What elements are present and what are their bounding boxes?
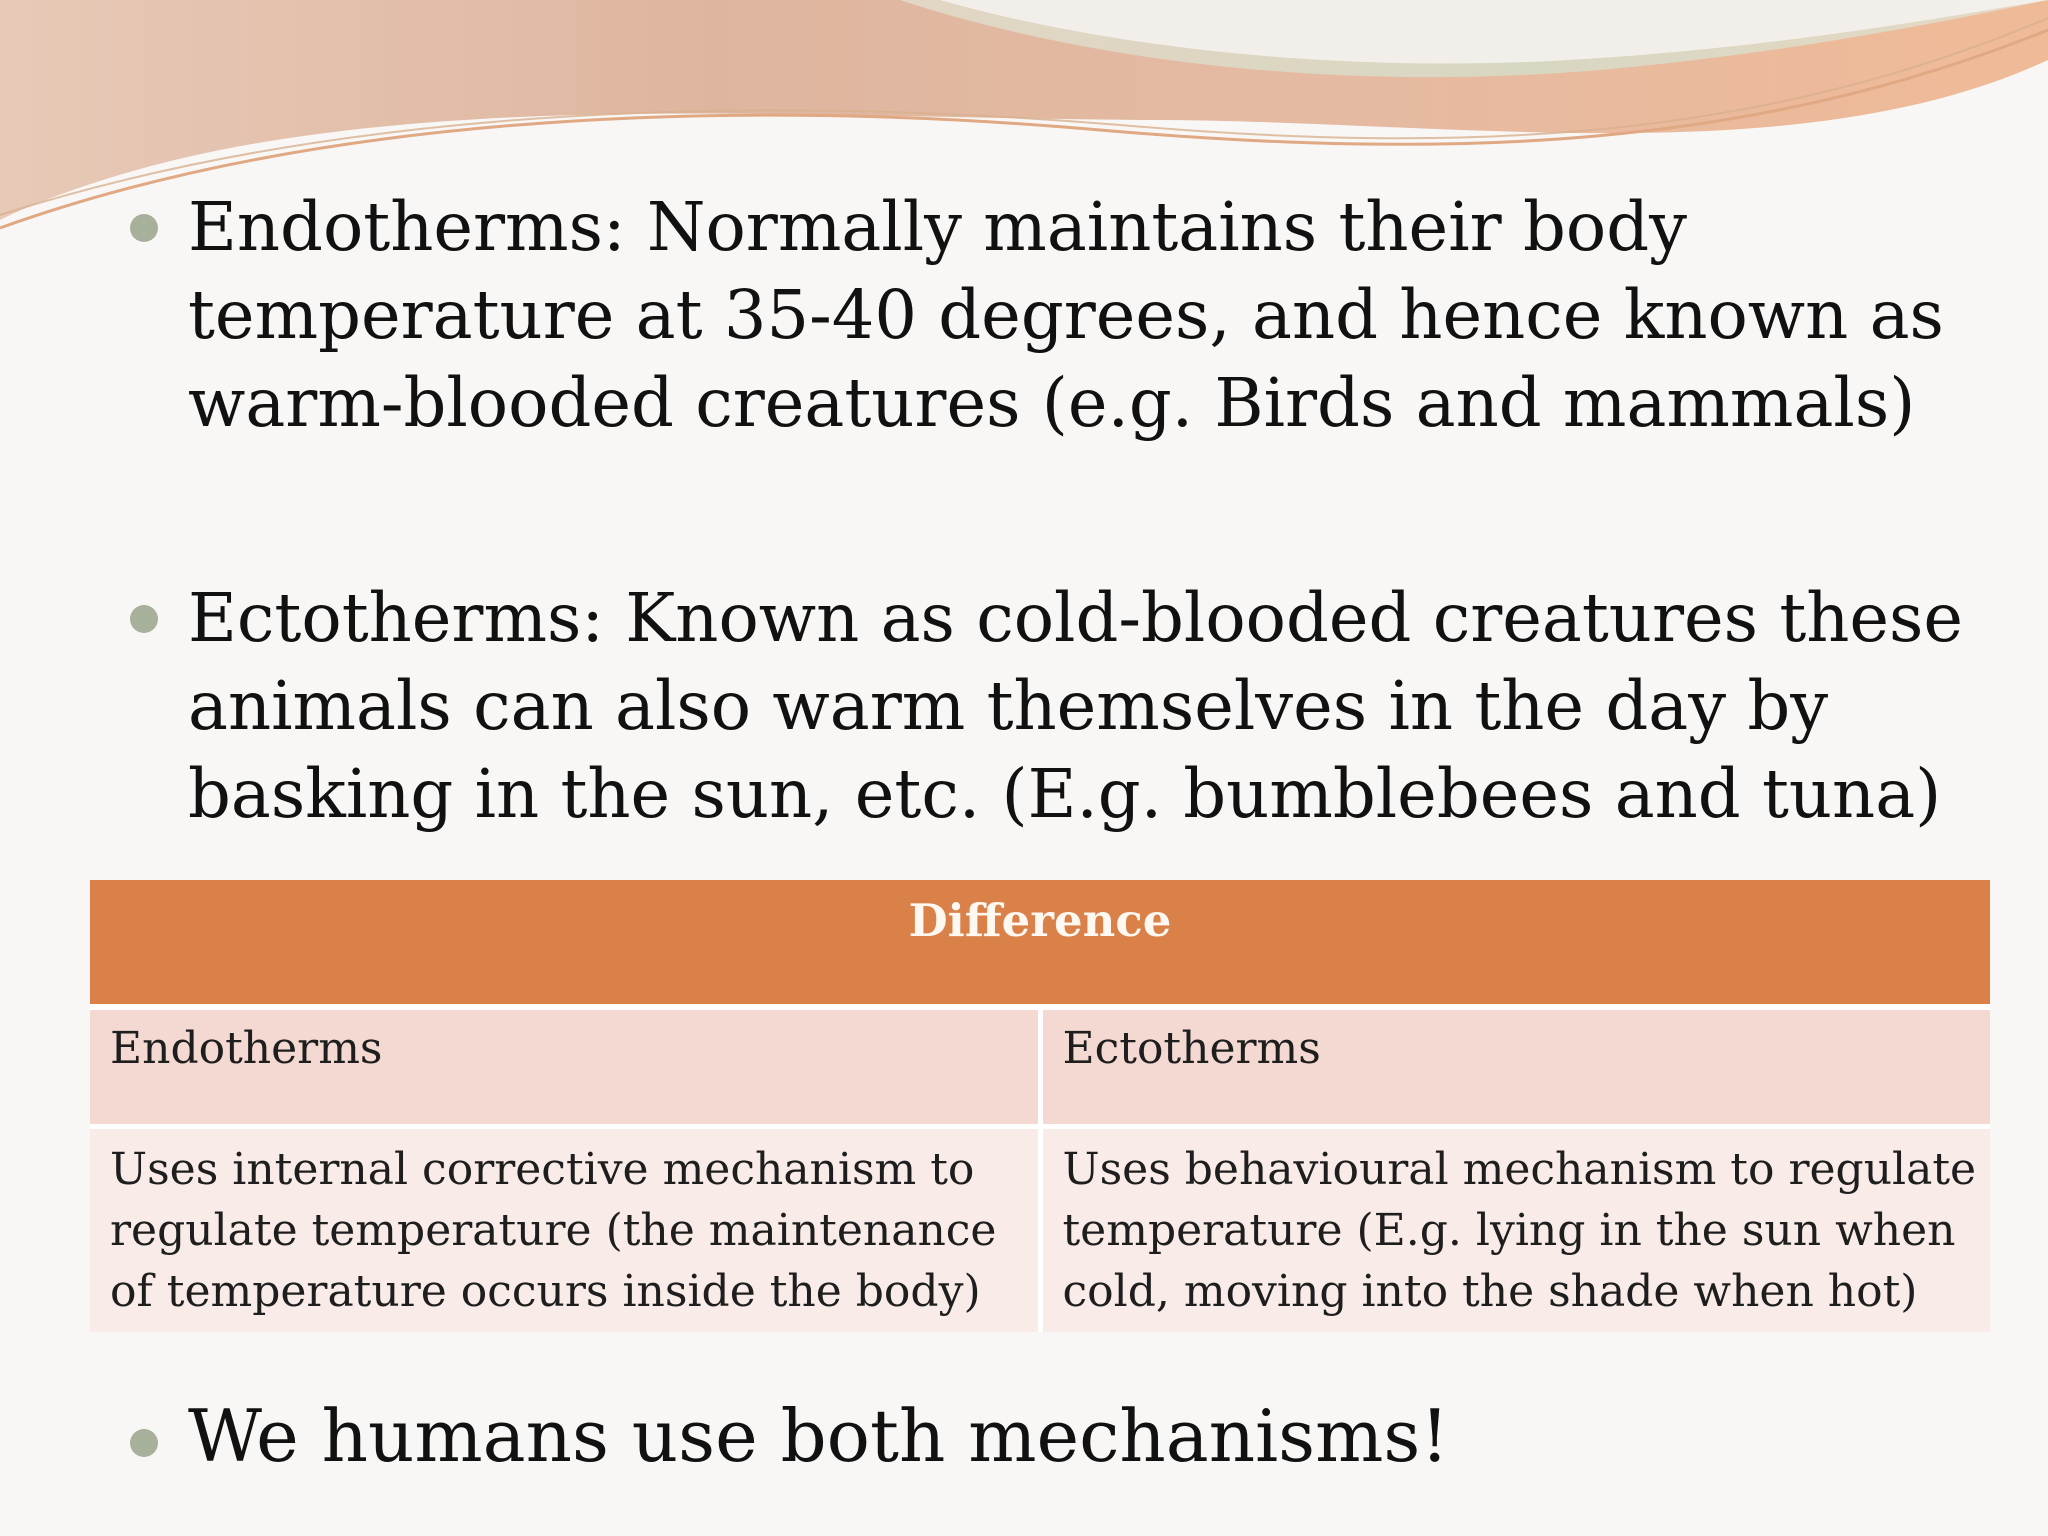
bullet-line: We humans use both mechanisms! xyxy=(188,1394,1450,1478)
table-cell-endotherms-label: Endotherms xyxy=(90,1007,1040,1127)
cell-line: Uses behavioural mechanism to regulate xyxy=(1062,1144,1977,1195)
bullet-line: basking in the sun, etc. (E.g. bumblebees and tuna) xyxy=(188,755,1942,833)
cell-line: temperature (E.g. lying in the sun when xyxy=(1062,1205,1956,1256)
bullet-dot-icon xyxy=(130,214,158,242)
bullet-text xyxy=(188,574,1963,838)
cell-line: of temperature occurs inside the body) xyxy=(110,1266,981,1317)
cell-line: regulate temperature (the maintenance xyxy=(110,1205,997,1256)
table-row xyxy=(90,1127,1990,1333)
cell-line: Uses internal corrective mechanism to xyxy=(110,1144,975,1195)
bullet-line: warm-blooded creatures (e.g. Birds and mammals) xyxy=(188,364,1916,442)
cell-line: cold, moving into the shade when hot) xyxy=(1062,1266,1918,1317)
bullet-line: Endotherms: Normally maintains their body xyxy=(188,188,1687,266)
bullet-line: Ectotherms: Known as cold-blooded creatures these xyxy=(188,579,1964,657)
table-cell-ectotherms-description xyxy=(1040,1127,1990,1333)
table-cell-ectotherms-label: Ectotherms xyxy=(1040,1007,1990,1127)
table-row xyxy=(90,1007,1990,1127)
table-header: Difference xyxy=(90,880,1990,1007)
bullet-dot-icon xyxy=(130,1429,158,1457)
bullet-dot-icon xyxy=(130,605,158,633)
difference-table xyxy=(90,880,1990,1332)
table-cell-endotherms-description xyxy=(90,1127,1040,1333)
bullet-line: animals can also warm themselves in the day by xyxy=(188,667,1829,745)
bullet-text xyxy=(188,183,1944,447)
bullet-text xyxy=(188,1390,1449,1482)
bullet-line: temperature at 35-40 degrees, and hence known as xyxy=(188,276,1944,354)
